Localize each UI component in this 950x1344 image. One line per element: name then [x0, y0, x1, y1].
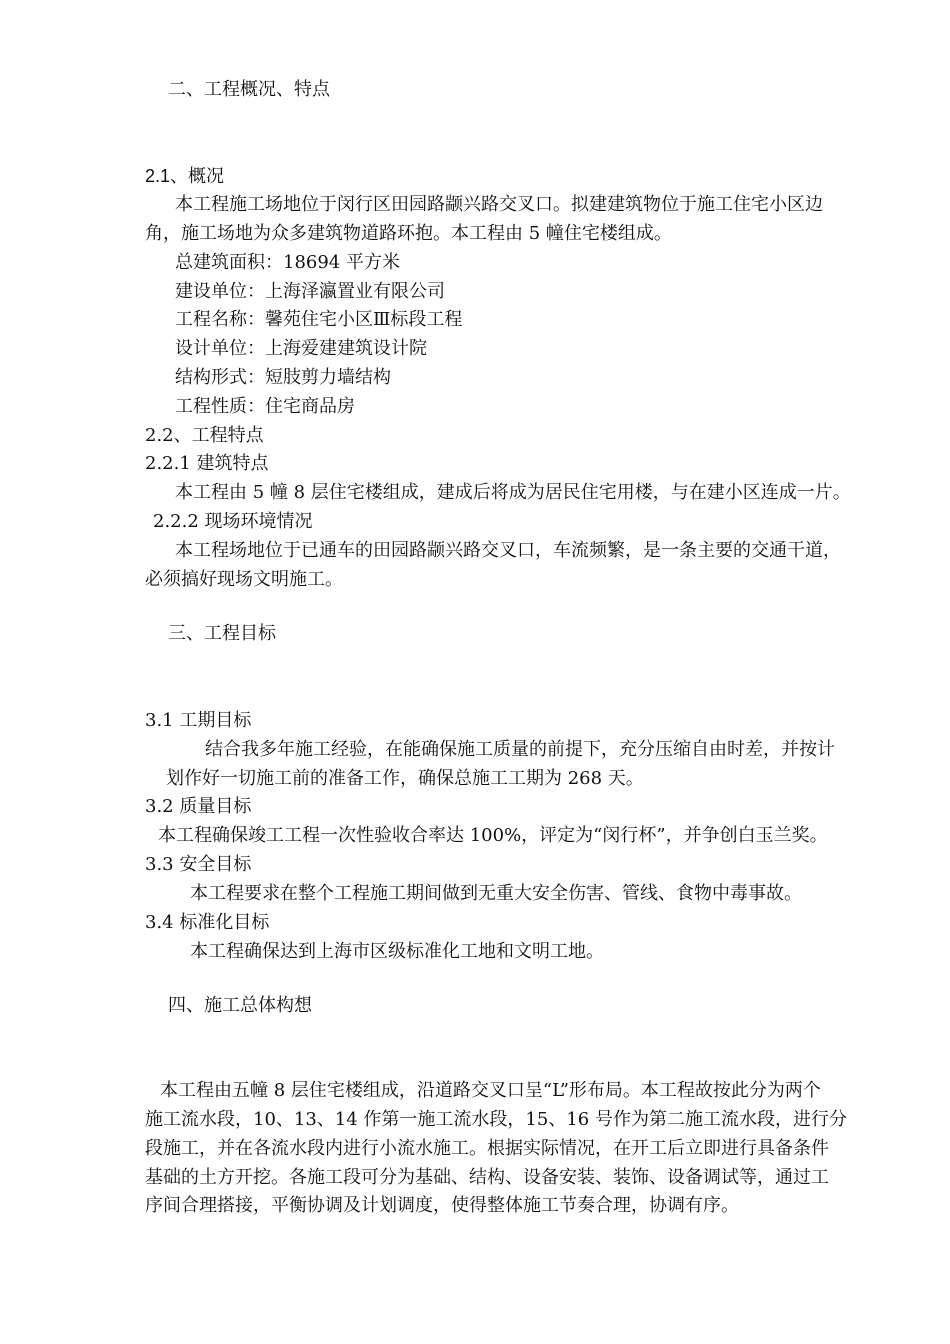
section-2-heading: 二、工程概况、特点	[168, 79, 330, 100]
section-3-2-paragraph: 本工程确保竣工工程一次性验收合率达 100%，评定为“闵行杯”，并争创白玉兰奖。	[158, 825, 828, 846]
fact-structure: 结构形式：短肢剪力墙结构	[175, 367, 391, 388]
section-2-2-2-paragraph-line-2: 必须搞好现场文明施工。	[145, 569, 343, 590]
section-2-1-paragraph-line-1: 本工程施工场地位于闵行区田园路颛兴路交叉口。拟建建筑物位于施工住宅小区边	[175, 194, 823, 215]
section-2-2-1-paragraph: 本工程由 5 幢 8 层住宅楼组成，建成后将成为居民住宅用楼，与在建小区连成一片。	[175, 482, 851, 503]
section-2-2-1-heading: 2.2.1 建筑特点	[145, 453, 269, 474]
section-2-2-2-heading: 2.2.2 现场环境情况	[153, 511, 313, 532]
section-3-1-paragraph-line-1: 结合我多年施工经验，在能确保施工质量的前提下，充分压缩自由时差，并按计	[205, 739, 835, 760]
section-4-paragraph-line-2: 施工流水段，10、13、14 作第一施工流水段，15、16 号作为第二施工流水段，进行分	[145, 1109, 847, 1130]
fact-developer: 建设单位：上海泽瀛置业有限公司	[175, 281, 445, 302]
section-3-1-heading: 3.1 工期目标	[145, 710, 252, 731]
fact-designer: 设计单位：上海爱建建筑设计院	[175, 338, 427, 359]
section-2-1-paragraph-line-2: 角，施工场地为众多建筑物道路环抱。本工程由 5 幢住宅楼组成。	[145, 223, 672, 244]
fact-total-area: 总建筑面积：18694 平方米	[175, 252, 400, 273]
fact-project-name: 工程名称：馨苑住宅小区Ⅲ标段工程	[175, 309, 463, 330]
section-4-paragraph-line-1: 本工程由五幢 8 层住宅楼组成，沿道路交叉口呈“L”形布局。本工程故按此分为两个	[160, 1080, 821, 1101]
section-4-paragraph-line-3: 段施工，并在各流水段内进行小流水施工。根据实际情况，在开工后立即进行具备条件	[145, 1138, 829, 1159]
section-3-2-heading: 3.2 质量目标	[145, 796, 252, 817]
section-3-1-paragraph-line-2: 划作好一切施工前的准备工作，确保总施工工期为 268 天。	[166, 768, 644, 789]
section-3-4-paragraph: 本工程确保达到上海市区级标准化工地和文明工地。	[190, 941, 604, 962]
section-3-4-heading: 3.4 标准化目标	[145, 912, 270, 933]
section-2-1-heading: 2.1、概况	[145, 166, 225, 186]
section-3-heading: 三、工程目标	[168, 623, 276, 644]
section-2-2-2-paragraph-line-1: 本工程场地位于已通车的田园路颛兴路交叉口，车流频繁，是一条主要的交通干道，	[175, 540, 841, 561]
section-4-paragraph-line-5: 序间合理搭接，平衡协调及计划调度，使得整体施工节奏合理，协调有序。	[145, 1195, 739, 1216]
section-3-3-paragraph: 本工程要求在整个工程施工期间做到无重大安全伤害、管线、食物中毒事故。	[190, 883, 802, 904]
section-2-2-heading: 2.2、工程特点	[145, 425, 264, 446]
section-3-3-heading: 3.3 安全目标	[145, 854, 252, 875]
section-4-heading: 四、施工总体构想	[168, 995, 312, 1016]
section-4-paragraph-line-4: 基础的土方开挖。各施工段可分为基础、结构、设备安装、装饰、设备调试等，通过工	[145, 1167, 829, 1188]
fact-nature: 工程性质：住宅商品房	[175, 396, 355, 417]
